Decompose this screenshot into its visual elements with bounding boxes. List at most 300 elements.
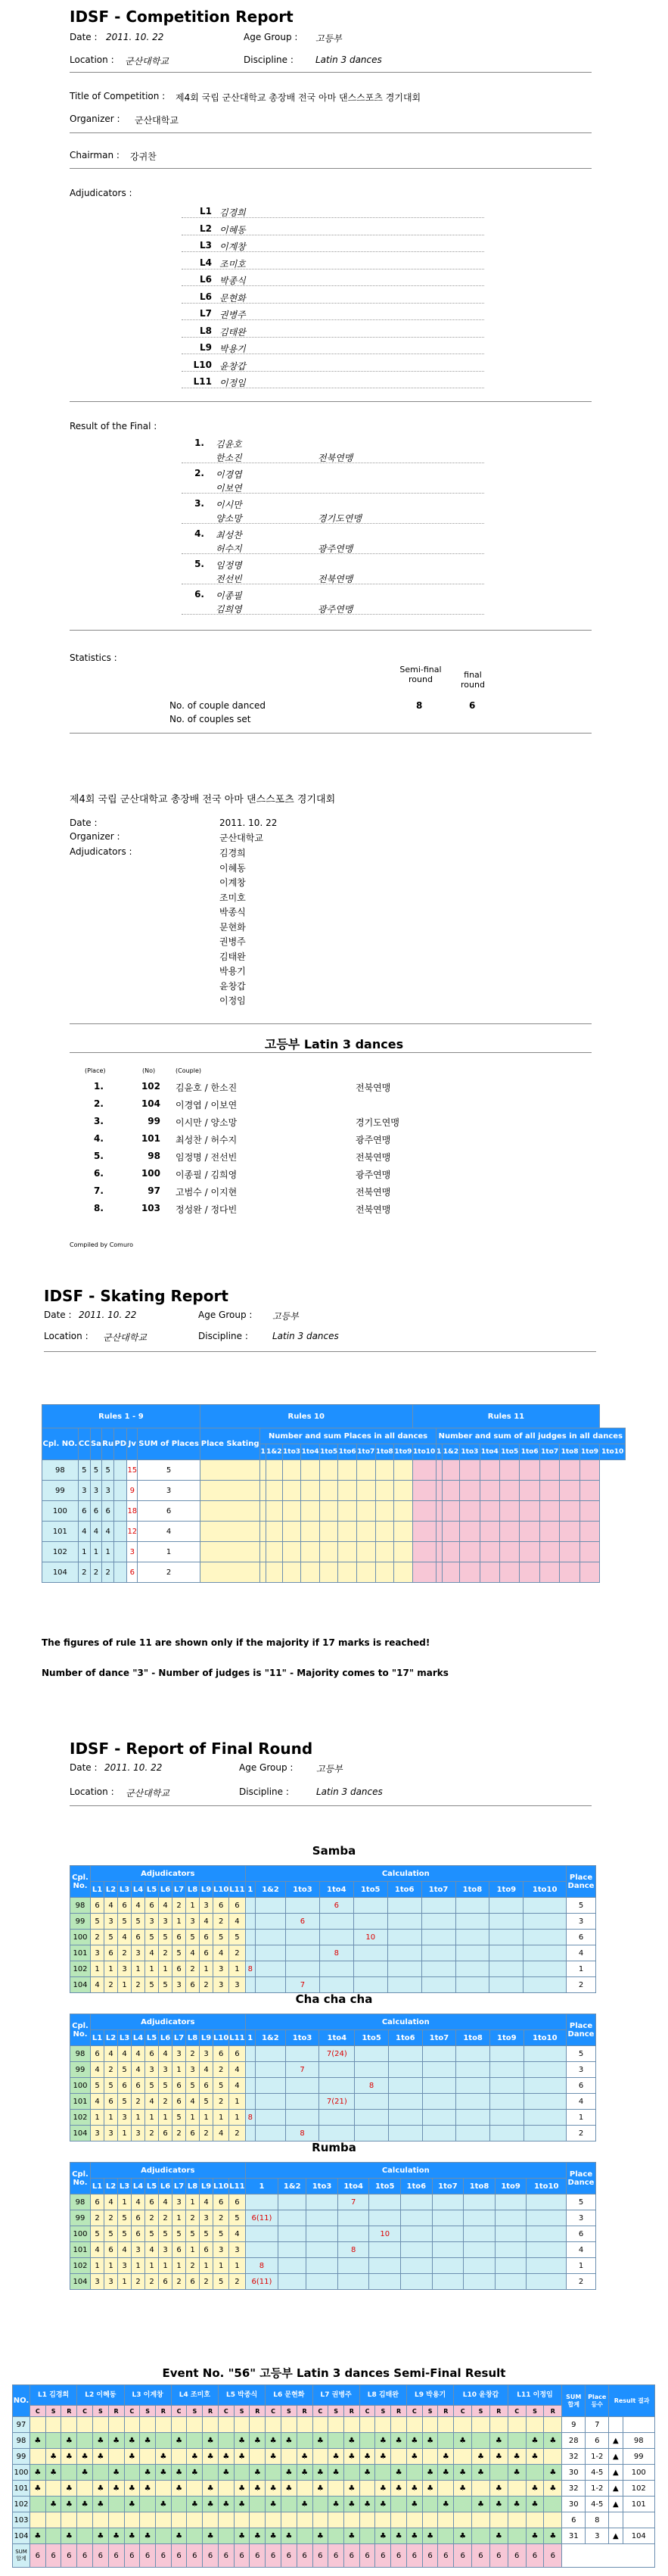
summary-place: 6.: [94, 1168, 104, 1179]
semi-mark: [328, 2481, 344, 2497]
skating-rule10-cell: [319, 1460, 338, 1481]
skating-rule11-cell: [500, 1481, 520, 1501]
final-mark: 5: [200, 2226, 213, 2242]
final-calc: [524, 2110, 566, 2126]
final-calc: [455, 1930, 489, 1945]
summary-place: 3.: [94, 1116, 104, 1126]
final-cpl-no: 102: [70, 1961, 91, 1977]
semi-mark: ♣: [422, 2528, 438, 2544]
semi-mark: [526, 2465, 544, 2481]
skating-rule10-cell: [375, 1501, 394, 1522]
final-partner-b: 허수지: [216, 544, 242, 554]
semi-row: [13, 2528, 655, 2544]
skating-rule11-cell: [480, 1542, 499, 1562]
semi-mark: ♣: [30, 2433, 46, 2449]
header-rules-11-col: 1to9: [579, 1444, 599, 1460]
semi-mark: ♣: [250, 2465, 266, 2481]
final-calc: [489, 2078, 524, 2094]
final-mark: 2: [213, 2210, 229, 2226]
final-calc: [456, 2078, 490, 2094]
final-mark: 4: [104, 2194, 118, 2210]
final-row: [70, 1961, 596, 1977]
adjudicator-code: L6: [200, 291, 212, 302]
header-dance-code: C: [508, 2406, 526, 2417]
final-rank: 5.: [194, 559, 204, 569]
skating-rule10-cell: [356, 1522, 375, 1542]
skating-place: 6: [138, 1501, 200, 1522]
semi-mark: ♣: [234, 2449, 250, 2465]
final-mark: 1: [104, 2110, 118, 2126]
final-mark: 2: [186, 2046, 200, 2062]
final-mark: 5: [145, 2226, 159, 2242]
semi-result-mark: ▲: [609, 2481, 623, 2497]
skating-dance-place: 6: [90, 1501, 101, 1522]
summary-event-title: 고등부 Latin 3 dances: [264, 1037, 404, 1051]
semi-place: 4-5: [586, 2465, 609, 2481]
final-mark: 5: [104, 2078, 118, 2094]
header-result: Result 결과: [609, 2385, 655, 2417]
skating-rule10-cell: [356, 1501, 375, 1522]
header-calc-col: 1to9: [495, 2179, 527, 2194]
semi-sum-value: 6: [508, 2544, 526, 2568]
final-mark: 3: [118, 2258, 132, 2274]
final-calc: [421, 1914, 455, 1930]
semi-mark: [407, 2465, 423, 2481]
header-cpl-no: Cpl. No.: [70, 1866, 91, 1898]
header-adjudicators: Adjudicators: [91, 2163, 246, 2179]
final-cpl-no: 99: [70, 2210, 91, 2226]
final-mark: 5: [118, 2062, 132, 2078]
header-dance-code: S: [422, 2406, 438, 2417]
final-row: [70, 1930, 596, 1945]
final-mark: 3: [132, 2242, 145, 2258]
summary-no: 104: [141, 1098, 160, 1109]
skating-agegroup-label: Age Group :: [198, 1310, 253, 1320]
summary-no: 98: [148, 1151, 160, 1161]
summary-team: 전북연맹: [356, 1204, 391, 1215]
final-mark: 2: [91, 1930, 104, 1945]
final-mark: 2: [229, 2126, 245, 2141]
final-team: 경기도연맹: [318, 513, 362, 524]
final-calc: [421, 1977, 455, 1993]
summary-team: 경기도연맹: [356, 1117, 399, 1128]
semi-sum-value: 6: [359, 2544, 375, 2568]
header-calc-col: 1to6: [388, 2030, 422, 2046]
final-calc: [401, 2226, 433, 2242]
semi-sum-value: 6: [234, 2544, 250, 2568]
skating-rule11-cell: [436, 1501, 442, 1522]
skating-cpl-no: 104: [42, 1562, 79, 1583]
final-mark: 5: [104, 2226, 118, 2242]
final-mark: 2: [132, 2094, 145, 2110]
summary-adjudicator-name: 박종식: [219, 907, 246, 917]
semi-mark: [45, 2417, 61, 2433]
final-mark: 1: [200, 2110, 213, 2126]
semi-mark: [61, 2512, 77, 2528]
semi-mark: [30, 2417, 46, 2433]
final-calc: [455, 1961, 489, 1977]
skating-rule11-cell: [442, 1522, 460, 1542]
semi-mark: ♣: [328, 2497, 344, 2512]
semi-mark: [92, 2465, 108, 2481]
final-rank: 6.: [194, 589, 204, 600]
final-calc: [285, 2110, 319, 2126]
final-mark: 3: [186, 1914, 200, 1930]
summary-couple: 김윤호 / 한소진: [176, 1082, 238, 1093]
final-mark: 5: [229, 2210, 245, 2226]
final-mark: 6: [118, 2078, 132, 2094]
skating-rule11-cell: [460, 1460, 480, 1481]
final-calc: [432, 2242, 464, 2258]
final-mark: 2: [172, 2274, 186, 2290]
skating-rule10-cell: [375, 1460, 394, 1481]
final-mark: 2: [172, 2126, 186, 2141]
semi-mark: [219, 2528, 235, 2544]
skating-rule11-cell: [560, 1460, 579, 1481]
skating-rule10-cell: [356, 1481, 375, 1501]
final-calc: 10: [353, 1930, 387, 1945]
skating-rule10-cell: [375, 1562, 394, 1583]
final-calc: [455, 1898, 489, 1914]
skating-rule11-cell: [460, 1522, 480, 1542]
header-dance: Sa: [90, 1428, 101, 1460]
semi-mark: ♣: [281, 2481, 297, 2497]
summary-couple: 이시만 / 양소망: [176, 1117, 238, 1128]
summary-adjudicator-name: 권병주: [219, 936, 246, 947]
semi-mark: ♣: [77, 2465, 93, 2481]
final-calc: [495, 2194, 527, 2210]
semi-mark: [250, 2449, 266, 2465]
summary-adjudicator-name: 김태완: [219, 951, 246, 962]
header-calc-col: 1to7: [432, 2179, 464, 2194]
summary-place: 1.: [94, 1081, 104, 1092]
semi-place: 1-2: [586, 2481, 609, 2497]
final-calc: [388, 2126, 422, 2141]
final-calc: [306, 2210, 338, 2226]
skating-rule10-cell: [200, 1460, 260, 1481]
competition-report-title: IDSF - Competition Report: [70, 8, 294, 26]
semi-mark: ♣: [250, 2528, 266, 2544]
skating-rule10-cell: [266, 1460, 282, 1481]
final-calc: [285, 1930, 319, 1945]
skating-rule10-cell: [301, 1542, 320, 1562]
semi-mark: [281, 2497, 297, 2512]
chairman-value: 강귀찬: [130, 151, 157, 162]
final-calc: [422, 2046, 456, 2062]
final-calc: [388, 2110, 422, 2126]
header-calculation: Calculation: [245, 2163, 566, 2179]
semi-mark: [297, 2528, 312, 2544]
skating-discipline-label: Discipline :: [198, 1331, 248, 1341]
semi-mark: [219, 2481, 235, 2497]
final-calc: [256, 1977, 286, 1993]
semi-mark: [454, 2497, 472, 2512]
final-mark: 3: [172, 2046, 186, 2062]
final-calc: [422, 2110, 456, 2126]
skating-dance-place: 6: [78, 1501, 90, 1522]
final-calc: [256, 1945, 286, 1961]
semi-mark: ♣: [328, 2465, 344, 2481]
final-mark: 4: [118, 2242, 132, 2258]
semi-mark: ♣: [489, 2433, 508, 2449]
final-calc: 7: [285, 2062, 319, 2078]
semi-row: [13, 2481, 655, 2497]
final-mark: 3: [213, 1977, 229, 1993]
header-dance: Ru: [102, 1428, 114, 1460]
header-rules-11-sub: Number and sum of all judges in all dances: [436, 1428, 625, 1444]
skating-rule11-cell: [460, 1501, 480, 1522]
semi-mark: [526, 2417, 544, 2433]
header-dance-code: R: [108, 2406, 124, 2417]
final-calc: [524, 1977, 567, 1993]
final-mark: 6: [213, 2194, 229, 2210]
location-label: Location :: [70, 55, 114, 65]
final-mark: 3: [213, 2242, 229, 2258]
summary-couple: 최성찬 / 허수지: [176, 1135, 238, 1145]
skating-sum: 15: [127, 1460, 138, 1481]
adjudicator-code: L7: [200, 308, 212, 319]
final-calc: [464, 2258, 496, 2274]
final-mark: 5: [213, 2078, 229, 2094]
header-judge: L3 이계창: [124, 2385, 171, 2406]
final-mark: 6: [132, 2210, 145, 2226]
semi-sum-value: 6: [328, 2544, 344, 2568]
header-dance-code: C: [407, 2406, 423, 2417]
skating-rule11-cell: [436, 1460, 442, 1481]
semi-mark: ♣: [140, 2433, 156, 2449]
final-calc: [456, 2062, 490, 2078]
final-calc: 7(24): [319, 2046, 355, 2062]
final-mark: 6: [118, 1898, 132, 1914]
skating-rule10-cell: [200, 1562, 260, 1583]
summary-organizer-value: 군산대학교: [219, 833, 263, 843]
final-mark: 3: [104, 2126, 118, 2141]
final-calc: 7: [337, 2194, 369, 2210]
semi-mark: [77, 2512, 93, 2528]
final-mark: 6: [186, 2126, 200, 2141]
dance-name: Samba: [312, 1844, 356, 1858]
final-calc: [319, 1914, 353, 1930]
final-cpl-no: 104: [70, 2274, 91, 2290]
final-rank: 4.: [194, 528, 204, 539]
semi-mark: ♣: [508, 2449, 526, 2465]
semi-cpl-no: 103: [13, 2512, 30, 2528]
summary-no: 97: [148, 1185, 160, 1196]
final-calc: [285, 1961, 319, 1977]
skating-dance-place: [114, 1522, 127, 1542]
semi-mark: ♣: [422, 2433, 438, 2449]
final-calc: [319, 2110, 355, 2126]
skating-rule11-cell: [460, 1562, 480, 1583]
final-mark: 1: [159, 1961, 172, 1977]
skating-rule11-cell: [460, 1481, 480, 1501]
skating-rule11-cell: [579, 1562, 599, 1583]
semi-mark: [30, 2497, 46, 2512]
semi-mark: ♣: [92, 2497, 108, 2512]
final-cpl-no: 104: [70, 2126, 91, 2141]
semi-mark: [489, 2417, 508, 2433]
final-row: [70, 1914, 596, 1930]
final-calc: [255, 2094, 285, 2110]
final-discipline-value: Latin 3 dances: [316, 1786, 383, 1797]
final-mark: 4: [104, 2046, 118, 2062]
header-rules-11-col: 1to6: [520, 1444, 539, 1460]
title-of-competition-value: 제4회 국립 군산대학교 총장배 전국 아마 댄스스포츠 경기대회: [176, 92, 421, 103]
header-calc-col: 1to8: [464, 2179, 496, 2194]
final-calc: [355, 2094, 389, 2110]
final-mark: 2: [104, 2210, 118, 2226]
final-mark: 4: [200, 2194, 213, 2210]
final-header-row: [70, 2163, 596, 2179]
final-calc: [337, 2274, 369, 2290]
skating-row: [42, 1501, 626, 1522]
skating-dance-place: 2: [102, 1562, 114, 1583]
semi-mark: ♣: [391, 2465, 407, 2481]
skating-dance-place: 5: [78, 1460, 90, 1481]
header-dance-code: R: [297, 2406, 312, 2417]
final-mark: 5: [159, 1977, 172, 1993]
final-mark: 3: [186, 2062, 200, 2078]
header-dance-code: S: [92, 2406, 108, 2417]
final-mark: 3: [104, 1914, 118, 1930]
semi-mark: ♣: [187, 2449, 203, 2465]
final-calc: [353, 1977, 387, 1993]
semi-mark: ♣: [391, 2433, 407, 2449]
semi-row: [13, 2512, 655, 2528]
summary-adjudicator-name: 이혜동: [219, 862, 246, 874]
semi-sum-value: 6: [92, 2544, 108, 2568]
semi-mark: ♣: [508, 2465, 526, 2481]
semi-mark: [155, 2528, 171, 2544]
semi-mark: [297, 2417, 312, 2433]
header-judge: L10: [213, 2030, 229, 2046]
final-row: [70, 2046, 596, 2062]
semi-mark: [234, 2417, 250, 2433]
summary-no: 101: [141, 1133, 160, 1144]
semi-sum: 31: [562, 2528, 586, 2544]
header-rules-10-sub: Number and sum Places in all dances: [260, 1428, 436, 1444]
semi-mark: [312, 2512, 328, 2528]
final-mark: 4: [145, 2094, 159, 2110]
semi-sum-blank: [562, 2544, 655, 2568]
final-mark: 4: [200, 1914, 213, 1930]
skating-rule10-cell: [260, 1522, 266, 1542]
skating-location-label: Location :: [44, 1331, 89, 1341]
final-cpl-no: 99: [70, 1914, 91, 1930]
final-place: 2: [567, 2126, 596, 2141]
skating-rule10-cell: [260, 1481, 266, 1501]
summary-col-couple: (Couple): [176, 1067, 202, 1074]
semi-result: [623, 2512, 654, 2528]
skating-rule11-cell: [520, 1501, 539, 1522]
semi-mark: ♣: [171, 2433, 187, 2449]
semi-mark: [312, 2497, 328, 2512]
final-mark: 5: [172, 2110, 186, 2126]
semi-mark: ♣: [108, 2433, 124, 2449]
final-calc: [456, 2126, 490, 2141]
final-mark: 6: [91, 2046, 104, 2062]
semi-mark: [266, 2512, 281, 2528]
chairman-label: Chairman :: [70, 150, 120, 160]
skating-rule11-cell: [442, 1460, 460, 1481]
semi-mark: ♣: [266, 2433, 281, 2449]
header-rules-10-col: 1to8: [375, 1444, 394, 1460]
skating-rule10-cell: [301, 1460, 320, 1481]
semi-mark: [140, 2497, 156, 2512]
semi-mark: ♣: [544, 2481, 562, 2497]
skating-row: [42, 1562, 626, 1583]
final-mark: 2: [200, 1977, 213, 1993]
semi-mark: ♣: [61, 2481, 77, 2497]
final-calc: [464, 2274, 496, 2290]
final-partner-b: 한소진: [216, 453, 242, 463]
semi-mark: ♣: [30, 2465, 46, 2481]
final-calc: 7: [285, 1977, 319, 1993]
adjudicator-name: 조미호: [219, 258, 246, 269]
final-calc: [524, 1945, 567, 1961]
final-calc: 6: [285, 1914, 319, 1930]
semi-mark: ♣: [203, 2481, 219, 2497]
semi-sum-value: 6: [526, 2544, 544, 2568]
final-calc: [495, 2274, 527, 2290]
semi-mark: [422, 2497, 438, 2512]
final-header-row: [70, 2179, 596, 2194]
skating-rule11-cell: [539, 1481, 559, 1501]
final-calc: [245, 1898, 255, 1914]
header-calc-col: 1to9: [489, 1882, 524, 1898]
semi-mark: [30, 2449, 46, 2465]
final-calc: 8: [319, 1945, 353, 1961]
final-mark: 4: [132, 2046, 145, 2062]
final-place: 5: [567, 2046, 596, 2062]
final-calc: [369, 2258, 401, 2274]
semi-mark: [77, 2481, 93, 2497]
final-calc: [455, 1945, 489, 1961]
agegroup-value: 고등부: [315, 33, 342, 44]
header-place-dance: Place Dance: [567, 2163, 596, 2194]
final-cpl-no: 102: [70, 2110, 91, 2126]
semi-mark: [92, 2417, 108, 2433]
semi-mark: ♣: [140, 2481, 156, 2497]
semi-mark: [438, 2417, 454, 2433]
final-agegroup-label: Age Group :: [239, 1762, 294, 1773]
final-mark: 1: [186, 1898, 200, 1914]
semi-mark: [375, 2512, 391, 2528]
divider: [70, 630, 592, 631]
final-mark: 3: [118, 1961, 132, 1977]
skating-dance-place: [114, 1460, 127, 1481]
final-mark: 3: [91, 2274, 104, 2290]
summary-no: 103: [141, 1203, 160, 1213]
adjudicators-label: Adjudicators :: [70, 188, 132, 198]
semi-mark: [171, 2512, 187, 2528]
semi-mark: ♣: [124, 2528, 140, 2544]
final-cpl-no: 104: [70, 1977, 91, 1993]
header-judge: L2 이혜동: [77, 2385, 124, 2406]
header-judge: L8: [186, 2179, 200, 2194]
semi-mark: ♣: [234, 2528, 250, 2544]
final-partner-a: 이경엽: [216, 469, 242, 480]
skating-rule10-cell: [200, 1501, 260, 1522]
final-rank: 1.: [194, 438, 204, 448]
final-place: 4: [567, 1945, 596, 1961]
final-calc: [489, 1930, 524, 1945]
final-mark: 5: [145, 1977, 159, 1993]
summary-date-value: 2011. 10. 22: [219, 818, 278, 828]
final-calc: [495, 2210, 527, 2226]
final-mark: 1: [91, 2258, 104, 2274]
skating-rule10-cell: [394, 1542, 413, 1562]
